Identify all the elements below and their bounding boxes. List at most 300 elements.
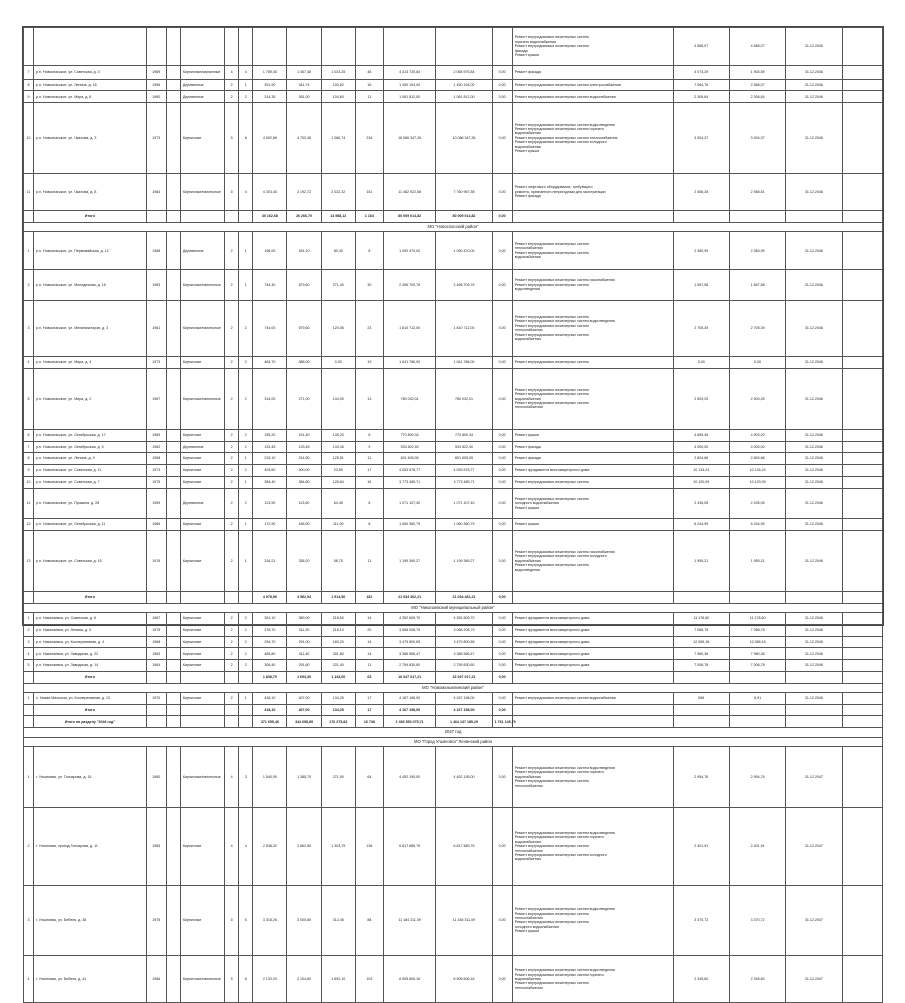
area-private-cell: 183,20 [321,636,355,648]
works-cell [512,692,673,704]
section-header-row [24,737,883,746]
year2-cell [166,747,180,808]
empty-cell [786,591,842,603]
work-item: Ремонт внутридомовых инженерных систем теплоснабжения [514,135,618,140]
year-cell: 1959 [146,488,166,519]
empty-cell [842,429,882,441]
area-private-cell: 111,90 [321,519,355,531]
section-title: 2047 год [24,728,883,737]
limit-cost-cell: 2 954,76 [729,747,785,808]
pct-cell: 0,00 [492,530,512,591]
entrances-cell: 2 [239,300,253,356]
entrances-cell: 2 [239,465,253,477]
year2-cell [166,692,180,704]
empty-cell [512,704,673,716]
unit-cost-cell: 10 134,24 [673,465,729,477]
empty-cell [729,671,785,683]
cost-cell: 780 032,01 [384,368,436,429]
wall-material-cell: Деревянные [180,91,224,103]
storeys-cell: 2 [225,429,239,441]
share-cell: 7 760 967,58 [436,173,492,211]
row-number-cell: 10 [24,103,34,174]
row-number-cell: 5 [24,660,34,672]
address-cell: р.п. Новоспасское, ул. Молодежная, д. 15 [34,270,147,301]
limit-cost-cell: 6 244,95 [729,519,785,531]
work-item: Ремонт внутридомовых инженерных систем водоотведения [514,122,615,127]
empty-cell [842,956,882,1003]
entrances-cell: 1 [239,530,253,591]
storeys-cell: 2 [225,624,239,636]
pct-cell: 0,00 [492,648,512,660]
area-living-cell: 26 266,70 [287,211,321,223]
table-row [24,476,883,488]
limit-cost-cell: 10 120,09 [729,476,785,488]
table-row [24,91,883,103]
year-cell: 1962 [146,441,166,453]
share-cell: 601 605,05 [436,453,492,465]
deadline-cell: 31.12.2047 [786,956,842,1003]
year-cell: 1968 [146,232,166,270]
entrances-cell: 4 [239,173,253,211]
storeys-cell [225,28,239,66]
year2-cell [166,613,180,625]
empty-cell [842,885,882,956]
year2-cell [166,530,180,591]
year2-cell [166,636,180,648]
work-item: Ремонт внутридомовых инженерных систем горячего [514,972,604,977]
deadline-cell: 31.12.2046 [786,300,842,356]
limit-cost-cell: 2 503,25 [729,368,785,429]
year-cell: 1973 [146,356,166,368]
area-living-cell: 1 457,48 [287,65,321,79]
entrances-cell: 4 [239,808,253,886]
year2-cell [166,660,180,672]
cost-cell: 3 479 800,65 [384,636,436,648]
empty-cell [842,747,882,808]
cost-cell: 1 090 470,00 [384,232,436,270]
work-item: теплоснабжения [514,848,543,853]
total-label: Итого [34,671,147,683]
deadline-cell: 31.12.2046 [786,692,842,704]
area-total-cell: 316,21 [253,530,287,591]
share-cell: 11 184 311,09 [436,885,492,956]
unit-cost-cell: 2 705,39 [673,300,729,356]
year2-cell [166,624,180,636]
storeys-cell: 2 [225,519,239,531]
cost-cell: 2 759 830,60 [384,660,436,672]
unit-cost-cell: 6 244,95 [673,519,729,531]
year2-cell [166,356,180,368]
entrances-cell: 2 [239,356,253,368]
work-item: Ремонт внутридомовых инженерных систем [514,496,589,501]
empty-cell [673,591,729,603]
year2-cell [166,368,180,429]
area-private-cell: 221,40 [321,660,355,672]
area-total-cell: 314,00 [253,368,287,429]
empty-cell [673,704,729,716]
year-cell: 1976 [146,530,166,591]
wall-material-cell: Кирпичные [180,624,224,636]
empty-cell [842,465,882,477]
wall-material-cell: Кирпичные [180,885,224,956]
row-number-cell: 10 [24,476,34,488]
empty-cell [239,704,253,716]
num-cell [24,671,34,683]
empty-cell [225,211,239,223]
address-cell: р.п. Новоспасское, ул. Мира, д. 8 [34,91,147,103]
empty-cell [842,173,882,211]
table-row [24,636,883,648]
unit-cost-cell: 7 980,36 [673,648,729,660]
work-item: теплоснабжения [514,783,543,788]
year2-cell [166,476,180,488]
area-total-cell: 1 789,45 [253,65,287,79]
table-row [24,519,883,531]
empty-cell [146,704,166,716]
storeys-cell: 2 [225,270,239,301]
storeys-cell: 4 [225,65,239,79]
empty-cell [842,368,882,429]
area-total-cell: 196,00 [253,232,287,270]
residents-cell: 6 [355,488,383,519]
deadline-cell: 31.12.2046 [786,488,842,519]
table-row [24,173,883,211]
works-cell [512,356,673,368]
storeys-cell: 2 [225,636,239,648]
unit-cost-cell: 2 306,64 [673,91,729,103]
cost-cell: 4 352 609,70 [384,613,436,625]
empty-cell [180,591,224,603]
limit-cost-cell: 2 435,05 [729,488,785,519]
empty-cell [842,28,882,66]
residents-cell [355,28,383,66]
year2-cell [166,488,180,519]
empty-cell [225,704,239,716]
work-item: Ремонт фасада [514,69,541,74]
year2-cell [166,232,180,270]
row-number-cell: 7 [24,65,34,79]
work-item: Ремонт фасада [514,456,541,461]
entrances-cell: 6 [239,103,253,174]
storeys-cell: 5 [225,103,239,174]
area-living-cell: 336,20 [287,530,321,591]
table-row [24,453,883,465]
table-row [24,885,883,956]
area-total-cell: 391,10 [253,613,287,625]
total-row [24,716,883,728]
empty-cell [786,704,842,716]
table-row [24,429,883,441]
cost-cell: 4 452 195,00 [384,747,436,808]
total-row [24,211,883,223]
residents-cell: 23 [355,300,383,356]
works-cell [512,368,673,429]
work-item: водоотведения [514,567,540,572]
empty-cell [673,211,729,223]
storeys-cell: 2 [225,441,239,453]
pct-cell: 0,00 [492,591,512,603]
area-private-cell: 135,20 [321,429,355,441]
works-cell [512,28,673,66]
year-cell: 1984 [146,173,166,211]
works-cell [512,613,673,625]
empty-cell [166,671,180,683]
area-living-cell: 113,60 [287,488,321,519]
year2-cell [166,79,180,91]
empty-cell [842,441,882,453]
area-living-cell [287,28,321,66]
area-private-cell: 58,75 [321,530,355,591]
empty-cell [842,716,882,728]
area-living-cell: 291,00 [287,636,321,648]
residents-cell: 151 [355,173,383,211]
pct-cell: 0,00 [492,65,512,79]
area-living-cell: 4 703,46 [287,103,321,174]
deadline-cell: 31.12.2046 [786,270,842,301]
address-cell: р.п. Новоспасское, ул. Мира, д. 2 [34,368,147,429]
works-cell [512,91,673,103]
share-cell: 2 759 830,60 [436,660,492,672]
row-number-cell [24,28,34,66]
work-item: водоснабжения [514,774,541,779]
empty-cell [842,660,882,672]
address-cell: р.п. Новоспасское, ул. Ленина, д. 16 [34,79,147,91]
residents-cell: 17 [355,704,383,716]
works-cell [512,624,673,636]
storeys-cell: 5 [225,173,239,211]
works-cell [512,103,673,174]
year-cell: 1975 [146,476,166,488]
deadline-cell: 31.12.2046 [786,65,842,79]
table-row [24,747,883,808]
area-total-cell: 744,00 [253,300,287,356]
deadline-cell: 31.12.2047 [786,808,842,886]
area-private-cell: 134,25 [321,704,355,716]
year-cell: 1981 [146,300,166,356]
year2-cell [166,453,180,465]
area-living-cell: 1 694,30 [287,671,321,683]
pct-cell: 0,00 [492,747,512,808]
deadline-cell: 31.12.2045 [786,28,842,66]
work-item: Ремонт фундамента многоквартирного дома [514,628,590,632]
residents-cell: 16 [355,476,383,488]
empty-cell [166,704,180,716]
limit-cost-cell: 4 568,07 [729,28,785,66]
section-title: МО "Город Ульяновск" Ленинский район [24,737,883,746]
area-private-cell: 104,60 [321,91,355,103]
empty-cell [842,613,882,625]
year-cell: 1973 [146,465,166,477]
year-cell: 1965 [146,808,166,886]
share-cell: 1 081 812,00 [436,91,492,103]
row-number-cell: 6 [24,429,34,441]
entrances-cell: 5 [239,885,253,956]
work-item: Ремонт внутридомовых инженерных систем [514,360,589,365]
entrances-cell: 1 [239,476,253,488]
section-header-row [24,683,883,692]
share-cell [436,28,492,66]
work-item: Ремонт внутридомовых инженерных систем [514,315,589,320]
pct-cell: 0,00 [492,613,512,625]
storeys-cell: 4 [225,808,239,886]
work-item: холодного водоснабжения [514,924,559,929]
cost-cell: 601 605,05 [384,453,436,465]
area-living-cell: 4 582,94 [287,591,321,603]
residents-cell: 63 [355,671,383,683]
year-cell: 1960 [146,747,166,808]
area-total-cell: 314,35 [253,91,287,103]
residents-cell: 64 [355,747,383,808]
pct-cell: 0,00 [492,103,512,174]
address-cell: р.п. Николаевка, ул. Кооперативная, д. 4 [34,636,147,648]
area-private-cell: 1 692,10 [321,956,355,1003]
deadline-cell: 31.12.2046 [786,648,842,660]
empty-cell [842,211,882,223]
share-cell: 1 090 470,00 [436,232,492,270]
row-number-cell: 3 [24,885,34,956]
address-cell: р.п. Новоспасское, ул. Пушкина, д. 28 [34,488,147,519]
residents-cell: 16 [355,79,383,91]
storeys-cell: 5 [225,885,239,956]
year-cell: 1958 [146,453,166,465]
work-item: Ремонт внутридомовых инженерных систем холодного [514,554,607,559]
cost-cell: 1 810 712,00 [384,300,436,356]
residents-cell: 11 [355,530,383,591]
cost-cell: 1 041 786,00 [384,356,436,368]
work-item: Ремонт крыши [514,522,540,527]
unit-cost-cell: 2 345,60 [673,956,729,1003]
row-number-cell: 1 [24,747,34,808]
pct-cell: 0,00 [492,211,512,223]
storeys-cell: 2 [225,648,239,660]
residents-cell: 30 [355,270,383,301]
residents-cell: 17 [355,465,383,477]
empty-cell [842,488,882,519]
pct-cell: 0,00 [492,519,512,531]
work-item: Ремонт фундамента многоквартирного дома [514,468,590,473]
share-cell: 770 800,34 [436,429,492,441]
residents-cell: 9 [355,441,383,453]
year-cell: 1969 [146,65,166,79]
work-item: Ремонт внутридомовых инженерных систем [514,911,589,916]
year-cell: 1964 [146,660,166,672]
share-cell: 10 086 347,26 [436,103,492,174]
address-cell: р.п. Николаевка, ул. Ленина, д. 3 [34,624,147,636]
area-total-cell: 2 133,20 [253,956,287,1003]
empty-cell [842,808,882,886]
wall-material-cell [180,28,224,66]
area-living-cell: 407,00 [287,704,321,716]
deadline-cell: 31.12.2047 [786,747,842,808]
year-cell: 1967 [146,613,166,625]
deadline-cell: 31.12.2046 [786,103,842,174]
table-row [24,808,883,886]
year2-cell [166,173,180,211]
work-item: Ремонт внутридомовых инженерных систем горячего [514,835,604,840]
unit-cost-cell: 2 360,99 [673,232,729,270]
work-item: Ремонт внутридомовых инженерных систем [514,392,589,397]
area-private-cell: 218,50 [321,613,355,625]
area-private-cell: 120,06 [321,300,355,356]
work-item: Ремонт внутридомовых инженерных систем газоснабжения [514,278,615,283]
empty-cell [842,453,882,465]
work-item: Ремонт внутридомовых инженерных систем [514,44,589,49]
limit-cost-cell: 11 178,60 [729,613,785,625]
empty-cell [146,591,166,603]
unit-cost-cell: 11 178,60 [673,613,729,625]
limit-cost-cell: 4 000,00 [729,441,785,453]
residents-cell: 16 738 [355,716,383,728]
unit-cost-cell: 4 655,45 [673,429,729,441]
address-cell: р.п. Новоспасское, ул. Октябрьская, д. 17 [34,429,147,441]
year2-cell [166,103,180,174]
empty-cell [512,591,673,603]
cost-cell: 3 068 208,79 [384,624,436,636]
address-cell: г. Ульяновск, проезд Гончарова, д. 11 [34,808,147,886]
work-item: водоснабжения [514,131,541,136]
area-total-cell: 215,10 [253,453,287,465]
work-item: водоснабжения [514,558,541,563]
storeys-cell: 5 [225,956,239,1003]
total-row [24,704,883,716]
limit-cost-cell: 1 657,58 [729,270,785,301]
work-item: Ремонт внутридомовых инженерных систем холодного [514,140,607,145]
residents-cell: 13 [355,368,383,429]
works-cell [512,476,673,488]
wall-material-cell: Кирпичные [180,648,224,660]
address-cell: р.п. Николаевка, ул. Заводская, д. 14 [34,660,147,672]
unit-cost-cell: 1 657,58 [673,270,729,301]
work-item: Ремонт внутридомовых инженерных систем водоотведения [514,319,615,324]
limit-cost-cell: 4 903,20 [729,429,785,441]
pct-cell: 0,00 [492,270,512,301]
wall-material-cell: Кирпичные/панельные [180,956,224,1003]
deadline-cell: 31.12.2046 [786,613,842,625]
row-number-cell: 5 [24,368,34,429]
entrances-cell: 2 [239,488,253,519]
share-cell: 1 041 786,00 [436,356,492,368]
deadline-cell: 31.12.2046 [786,368,842,429]
work-item: водоснабжения [514,839,541,844]
limit-cost-cell: 2 705,39 [729,300,785,356]
work-item: Ремонт внутридомовых инженерных систем [514,920,589,925]
work-item: холодного водоснабжения [514,501,559,506]
storeys-cell: 2 [225,300,239,356]
area-living-cell: 3 000,80 [287,885,321,956]
area-total-cell: 465,80 [253,648,287,660]
area-total-cell: 3 318,26 [253,885,287,956]
row-number-cell: 2 [24,624,34,636]
area-private-cell [321,28,355,66]
address-cell: р.п. Новоспасское, ул. Механизаторов, д. 3 [34,300,147,356]
address-cell: р.п. Новоспасское, ул. Советская, д. 15 [34,530,147,591]
deadline-cell: 31.12.2046 [786,660,842,672]
works-cell [512,173,673,211]
works-cell [512,270,673,301]
work-item: Ремонт внутридомовых инженерных систем холодного [514,852,607,857]
work-item: Ремонт внутридомовых инженерных систем водоотведения [514,830,615,835]
row-number-cell: 12 [24,519,34,531]
row-number-cell: 13 [24,530,34,591]
entrances-cell: 2 [239,368,253,429]
year2-cell [166,65,180,79]
wall-material-cell: Кирпичные [180,465,224,477]
works-cell [512,747,673,808]
row-number-cell: 3 [24,300,34,356]
area-living-cell: 389,00 [287,613,321,625]
pct-cell: 1 761 149,79 [492,716,512,728]
residents-cell: 48 [355,65,383,79]
